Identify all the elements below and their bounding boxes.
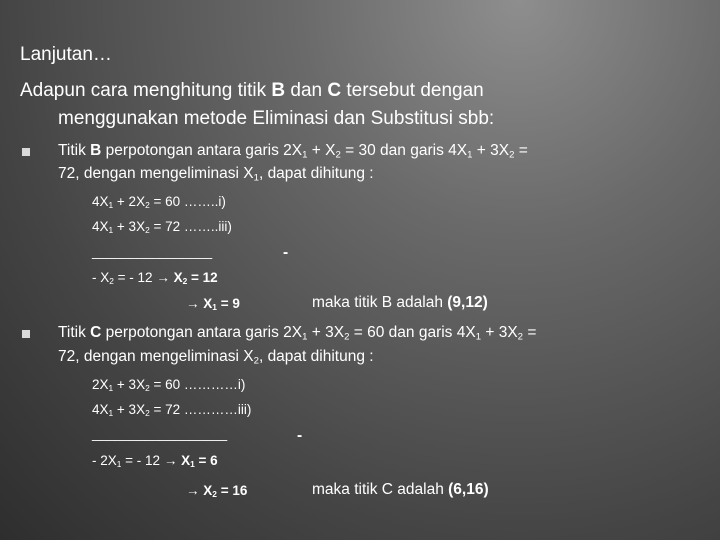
result-c-x1: - $2X_1$ = - $12 \to X_1 = 6$ [92, 453, 218, 470]
arrow-right-icon: → [163, 453, 178, 468]
conclusion-c: maka titik C adalah (6,16) [312, 481, 489, 498]
bullet-square-icon [22, 330, 30, 338]
answer-c: (6,16) [448, 481, 489, 498]
arrow-right-icon: → [186, 483, 200, 498]
arrow-right-icon: → [156, 270, 170, 285]
heading-intro-line2: menggunakan metode Eliminasi dan Substitusi sbb: [58, 108, 495, 129]
minus-sign-b: - [283, 244, 289, 261]
answer-b: (9,12) [447, 294, 488, 311]
result-b-x2: - $X_2$ = - $12 \to X_2 = 12$ [92, 270, 218, 287]
point-b-description-line2: 72, dengan mengeliminasi $X_1$, dapat dihitung : [58, 165, 374, 184]
heading-intro: Adapun cara menghitung titik B dan C tersebut dengan [20, 80, 484, 101]
equation-b-iii: $4X_1 + 3X_2 = 72$ ……..iii) [92, 219, 232, 236]
bullet-square-icon [22, 148, 30, 156]
result-c-x2: → $X_2 = 16$ [186, 483, 248, 500]
subtraction-line-c: __________________ [92, 426, 228, 441]
point-c-description-line2: 72, dengan mengeliminasi $X_2$, dapat dihitung : [58, 348, 374, 367]
arrow-right-icon: → [186, 296, 200, 311]
point-c-description: Titik C perpotongan antara garis $2X_1 + 3X_2 = 60$ dan garis $4X_1 + 3X_2$ = [58, 324, 537, 343]
subtraction-line-b: ________________ [92, 244, 213, 259]
equation-c-i: $2X_1 + 3X_2 = 60$ …………i) [92, 377, 246, 394]
minus-sign-c: - [297, 427, 303, 444]
result-b-x1: → $X_1 = 9$ [186, 296, 240, 313]
heading-lanjutan: Lanjutan… [20, 44, 112, 65]
equation-b-i: $4X_1 + 2X_2 = 60$ ……..i) [92, 194, 226, 211]
conclusion-b: maka titik B adalah (9,12) [312, 294, 488, 311]
equation-c-iii: $4X_1 + 3X_2 = 72$ …………iii) [92, 402, 252, 419]
point-b-description: Titik B perpotongan antara garis $2X_1 + X_2 = 30$ dan garis $4X_1 + 3X_2$ = [58, 142, 528, 161]
